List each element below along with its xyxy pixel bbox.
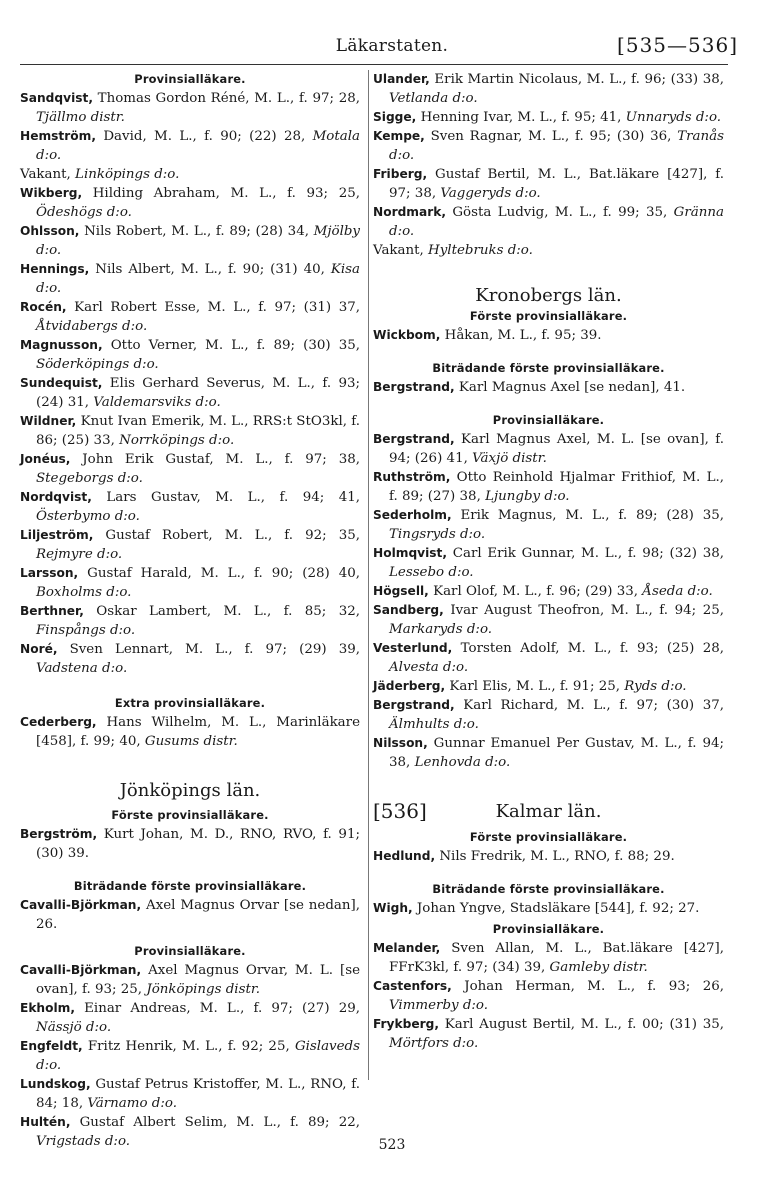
physician-name: Högsell, [373, 584, 429, 598]
physician-name: Kempe, [373, 129, 425, 143]
district: Finspångs d:o. [36, 623, 136, 638]
district: Österbymo d:o. [36, 509, 140, 524]
physician-name: Cederberg, [20, 715, 97, 729]
district: Åseda d:o. [642, 584, 713, 599]
physician-entry: Cavalli-Björkman, Axel Magnus Orvar, M. L. [se ovan], f. 93; 25, Jönköpings distr. [20, 963, 360, 997]
section-heading: Förste provinsialläkare. [469, 309, 628, 323]
physician-entry: Sigge, Henning Ivar, M. L., f. 95; 41, Unnaryds d:o. [373, 110, 722, 125]
district: Valdemarsviks d:o. [93, 395, 221, 410]
section-heading: Provinsialläkare. [492, 922, 605, 936]
district: Tjällmo distr. [36, 110, 125, 125]
physician-name: Hedlund, [373, 849, 436, 863]
physician-name: Cavalli-Björkman, [20, 898, 142, 912]
physician-name: Holmqvist, [373, 546, 448, 560]
physician-name: Jäderberg, [373, 679, 446, 693]
physician-entry: Jonéus, John Erik Gustaf, M. L., f. 97; 38, Stegeborgs d:o. [20, 452, 360, 486]
physician-name: Nordqvist, [20, 490, 92, 504]
physician-entry: Cavalli-Björkman, Axel Magnus Orvar [se nedan], 26. [20, 898, 360, 932]
page-marker: [536] [373, 799, 427, 823]
vacant-entry: Vakant, Hyltebruks d:o. [373, 243, 533, 258]
section-heading: Extra provinsialläkare. [114, 696, 266, 710]
district: Tingsryds d:o. [389, 527, 486, 542]
physician-entry: Bergstrand, Karl Magnus Axel [se nedan], 41. [373, 380, 686, 395]
physician-name: Lundskog, [20, 1077, 91, 1091]
physician-entry: Magnusson, Otto Verner, M. L., f. 89; (30) 35, Söderköpings d:o. [20, 338, 360, 372]
physician-entry: Bergstrand, Karl Magnus Axel, M. L. [se ovan], f. 94; (26) 41, Växjö distr. [373, 432, 724, 466]
physician-name: Bergström, [20, 827, 98, 841]
physician-name: Hultén, [20, 1115, 71, 1129]
physician-name: Rocén, [20, 300, 67, 314]
physician-entry: Castenfors, Johan Herman, M. L., f. 93; 26, Vimmerby d:o. [373, 979, 724, 1013]
district: Gränna d:o. [389, 205, 724, 239]
physician-entry: Holmqvist, Carl Erik Gunnar, M. L., f. 98; (32) 38, Lessebo d:o. [373, 546, 724, 580]
physician-entry: Wickbom, Håkan, M. L., f. 95; 39. [373, 328, 602, 343]
district: Lessebo d:o. [389, 565, 474, 580]
physician-entry: Sandqvist, Thomas Gordon Réné, M. L., f. 97; 28, Tjällmo distr. [20, 91, 360, 125]
page-range: [535—536] [617, 33, 738, 57]
district: Boxholms d:o. [36, 585, 132, 600]
section-heading: Förste provinsialläkare. [111, 808, 269, 822]
physician-name: Castenfors, [373, 979, 452, 993]
header-rule [20, 64, 728, 65]
physician-entry: Cederberg, Hans Wilhelm, M. L., Marinläkare [458], f. 99; 40, Gusums distr. [20, 715, 360, 749]
physician-name: Sandqvist, [20, 91, 93, 105]
physician-entry: Nordmark, Gösta Ludvig, M. L., f. 99; 35, Gränna d:o. [373, 205, 724, 239]
county-heading: Kalmar län. [495, 801, 602, 822]
column-divider [368, 70, 369, 1080]
physician-entry: Lundskog, Gustaf Petrus Kristoffer, M. L., RNO, f. 84; 18, Värnamo d:o. [20, 1077, 360, 1111]
physician-name: Berthner, [20, 604, 84, 618]
physician-entry: Wigh, Johan Yngve, Stadsläkare [544], f. 92; 27. [373, 901, 700, 916]
district: Hyltebruks d:o. [428, 243, 533, 258]
county-heading-row [373, 799, 724, 828]
physician-name: Cavalli-Björkman, [20, 963, 142, 977]
district: Värnamo d:o. [87, 1096, 177, 1111]
district: Gamleby distr. [549, 960, 648, 975]
physician-name: Friberg, [373, 167, 428, 181]
physician-name: Ruthström, [373, 470, 451, 484]
district: Kisa d:o. [36, 262, 360, 296]
physician-entry: Wildner, Knut Ivan Emerik, M. L., RRS:t StO3kl, f. 86; (25) 33, Norrköpings d:o. [20, 414, 360, 448]
physician-entry: Liljeström, Gustaf Robert, M. L., f. 92; 35, Rejmyre d:o. [20, 528, 360, 562]
physician-entry: Frykberg, Karl August Bertil, M. L., f. 00; (31) 35, Mörtfors d:o. [373, 1017, 724, 1051]
physician-entry: Melander, Sven Allan, M. L., Bat.läkare [427], FFrK3kl, f. 97; (34) 39, Gamleby distr. [373, 941, 724, 975]
district: Tranås d:o. [389, 129, 724, 163]
section-heading: Biträdande förste provinsialläkare. [432, 882, 665, 896]
physician-entry: Sandberg, Ivar August Theofron, M. L., f. 94; 25, Markaryds d:o. [373, 603, 724, 637]
district: Älmhults d:o. [389, 717, 479, 732]
running-title: Läkarstaten. [335, 36, 449, 56]
physician-entry: Hennings, Nils Albert, M. L., f. 90; (31) 40, Kisa d:o. [20, 262, 360, 296]
physician-name: Hemström, [20, 129, 96, 143]
district: Motala d:o. [36, 129, 360, 163]
physician-name: Hennings, [20, 262, 90, 276]
physician-entry: Hultén, Gustaf Albert Selim, M. L., f. 89; 22, Vrigstads d:o. [20, 1115, 360, 1149]
physician-entry: Högsell, Karl Olof, M. L., f. 96; (29) 33, Åseda d:o. [373, 584, 713, 599]
physician-name: Wigh, [373, 901, 413, 915]
physician-name: Engfeldt, [20, 1039, 83, 1053]
district: Ljungby d:o. [485, 489, 570, 504]
district: Gusums distr. [144, 734, 238, 749]
district: Söderköpings d:o. [36, 357, 159, 372]
district: Nässjö d:o. [36, 1020, 112, 1035]
district: Vimmerby d:o. [389, 998, 488, 1013]
physician-name: Larsson, [20, 566, 79, 580]
physician-name: Ekholm, [20, 1001, 75, 1015]
page-number: 523 [378, 1137, 406, 1153]
physician-entry: Sederholm, Erik Magnus, M. L., f. 89; (28) 35, Tingsryds d:o. [373, 508, 724, 542]
physician-name: Sandberg, [373, 603, 444, 617]
physician-entry: Engfeldt, Fritz Henrik, M. L., f. 92; 25, Gislaveds d:o. [20, 1039, 360, 1073]
physician-name: Nordmark, [373, 205, 446, 219]
physician-entry: Ohlsson, Nils Robert, M. L., f. 89; (28) 34, Mjölby d:o. [20, 224, 360, 258]
district: Stegeborgs d:o. [36, 471, 143, 486]
district: Vrigstads d:o. [36, 1134, 131, 1149]
section-heading: Biträdande förste provinsialläkare. [432, 361, 665, 375]
district: Lenhovda d:o. [414, 755, 511, 770]
district: Vetlanda d:o. [389, 91, 478, 106]
district: Åtvidabergs d:o. [36, 319, 148, 334]
physician-name: Liljeström, [20, 528, 94, 542]
physician-entry: Kempe, Sven Ragnar, M. L., f. 95; (30) 36, Tranås d:o. [373, 129, 724, 163]
physician-name: Sigge, [373, 110, 417, 124]
physician-entry: Wikberg, Hilding Abraham, M. L., f. 93; 25, Ödeshögs d:o. [20, 186, 360, 220]
physician-name: Melander, [373, 941, 441, 955]
district: Linköpings d:o. [75, 167, 180, 182]
section-heading: Biträdande förste provinsialläkare. [73, 879, 307, 893]
physician-entry: Friberg, Gustaf Bertil, M. L., Bat.läkare [427], f. 97; 38, Vaggeryds d:o. [373, 167, 724, 201]
physician-name: Nilsson, [373, 736, 428, 750]
district: Ödeshögs d:o. [36, 205, 132, 220]
county-heading: Jönköpings län. [119, 780, 261, 801]
district: Ryds d:o. [624, 679, 687, 694]
district: Norrköpings d:o. [119, 433, 235, 448]
physician-name: Wildner, [20, 414, 77, 428]
physician-entry: Vesterlund, Torsten Adolf, M. L., f. 93; (25) 28, Alvesta d:o. [373, 641, 724, 675]
district: Gislaveds d:o. [36, 1039, 360, 1073]
physician-entry: Hemström, David, M. L., f. 90; (22) 28, Motala d:o. [20, 129, 360, 163]
physician-name: Wikberg, [20, 186, 83, 200]
physician-entry: Bergstrand, Karl Richard, M. L., f. 97; (30) 37, Älmhults d:o. [373, 698, 724, 732]
physician-entry: Hedlund, Nils Fredrik, M. L., RNO, f. 88; 29. [373, 849, 675, 864]
section-heading: Provinsialläkare. [134, 944, 246, 958]
physician-entry: Jäderberg, Karl Elis, M. L., f. 91; 25, Ryds d:o. [373, 679, 687, 694]
district: Rejmyre d:o. [36, 547, 123, 562]
district: Växjö distr. [472, 451, 547, 466]
district: Mjölby d:o. [36, 224, 360, 258]
district: Vaggeryds d:o. [440, 186, 541, 201]
physician-name: Sundequist, [20, 376, 103, 390]
physician-entry: Ulander, Erik Martin Nicolaus, M. L., f. 96; (33) 38, Vetlanda d:o. [373, 72, 724, 106]
physician-entry: Ekholm, Einar Andreas, M. L., f. 97; (27) 29, Nässjö d:o. [20, 1001, 360, 1035]
physician-name: Wickbom, [373, 328, 441, 342]
physician-name: Bergstrand, [373, 698, 455, 712]
section-heading: Förste provinsialläkare. [469, 830, 628, 844]
physician-name: Bergstrand, [373, 432, 455, 446]
physician-name: Magnusson, [20, 338, 103, 352]
physician-entry: Ruthström, Otto Reinhold Hjalmar Frithiof, M. L., f. 89; (27) 38, Ljungby d:o. [373, 470, 724, 504]
physician-entry: Nordqvist, Lars Gustav, M. L., f. 94; 41, Österbymo d:o. [20, 490, 360, 524]
physician-entry: Bergström, Kurt Johan, M. D., RNO, RVO, f. 91; (30) 39. [20, 827, 360, 861]
physician-name: Jonéus, [20, 452, 71, 466]
vacant-entry: Vakant, Linköpings d:o. [20, 167, 180, 182]
physician-entry: Rocén, Karl Robert Esse, M. L., f. 97; (31) 37, Åtvidabergs d:o. [20, 300, 360, 334]
physician-entry: Sundequist, Elis Gerhard Severus, M. L., f. 93; (24) 31, Valdemarsviks d:o. [20, 376, 360, 410]
physician-entry: Berthner, Oskar Lambert, M. L., f. 85; 32, Finspångs d:o. [20, 604, 360, 638]
section-heading: Provinsialläkare. [492, 413, 605, 427]
district: Vadstena d:o. [36, 661, 128, 676]
district: Mörtfors d:o. [389, 1036, 479, 1051]
section-heading: Provinsialläkare. [134, 72, 246, 86]
physician-entry: Noré, Sven Lennart, M. L., f. 97; (29) 39, Vadstena d:o. [20, 642, 360, 676]
district: Alvesta d:o. [389, 660, 469, 675]
physician-name: Ohlsson, [20, 224, 80, 238]
left-column [20, 70, 360, 1151]
physician-entry: Larsson, Gustaf Harald, M. L., f. 90; (28) 40, Boxholms d:o. [20, 566, 360, 600]
district: Unnaryds d:o. [625, 110, 722, 125]
county-heading: Kronobergs län. [475, 285, 622, 306]
district: Markaryds d:o. [389, 622, 493, 637]
physician-name: Noré, [20, 642, 58, 656]
physician-name: Bergstrand, [373, 380, 455, 394]
physician-name: Ulander, [373, 72, 430, 86]
physician-entry: Nilsson, Gunnar Emanuel Per Gustav, M. L., f. 94; 38, Lenhovda d:o. [373, 736, 724, 770]
physician-name: Vesterlund, [373, 641, 453, 655]
physician-name: Sederholm, [373, 508, 452, 522]
right-column [373, 70, 724, 1053]
physician-name: Frykberg, [373, 1017, 439, 1031]
district: Jönköpings distr. [146, 982, 261, 997]
